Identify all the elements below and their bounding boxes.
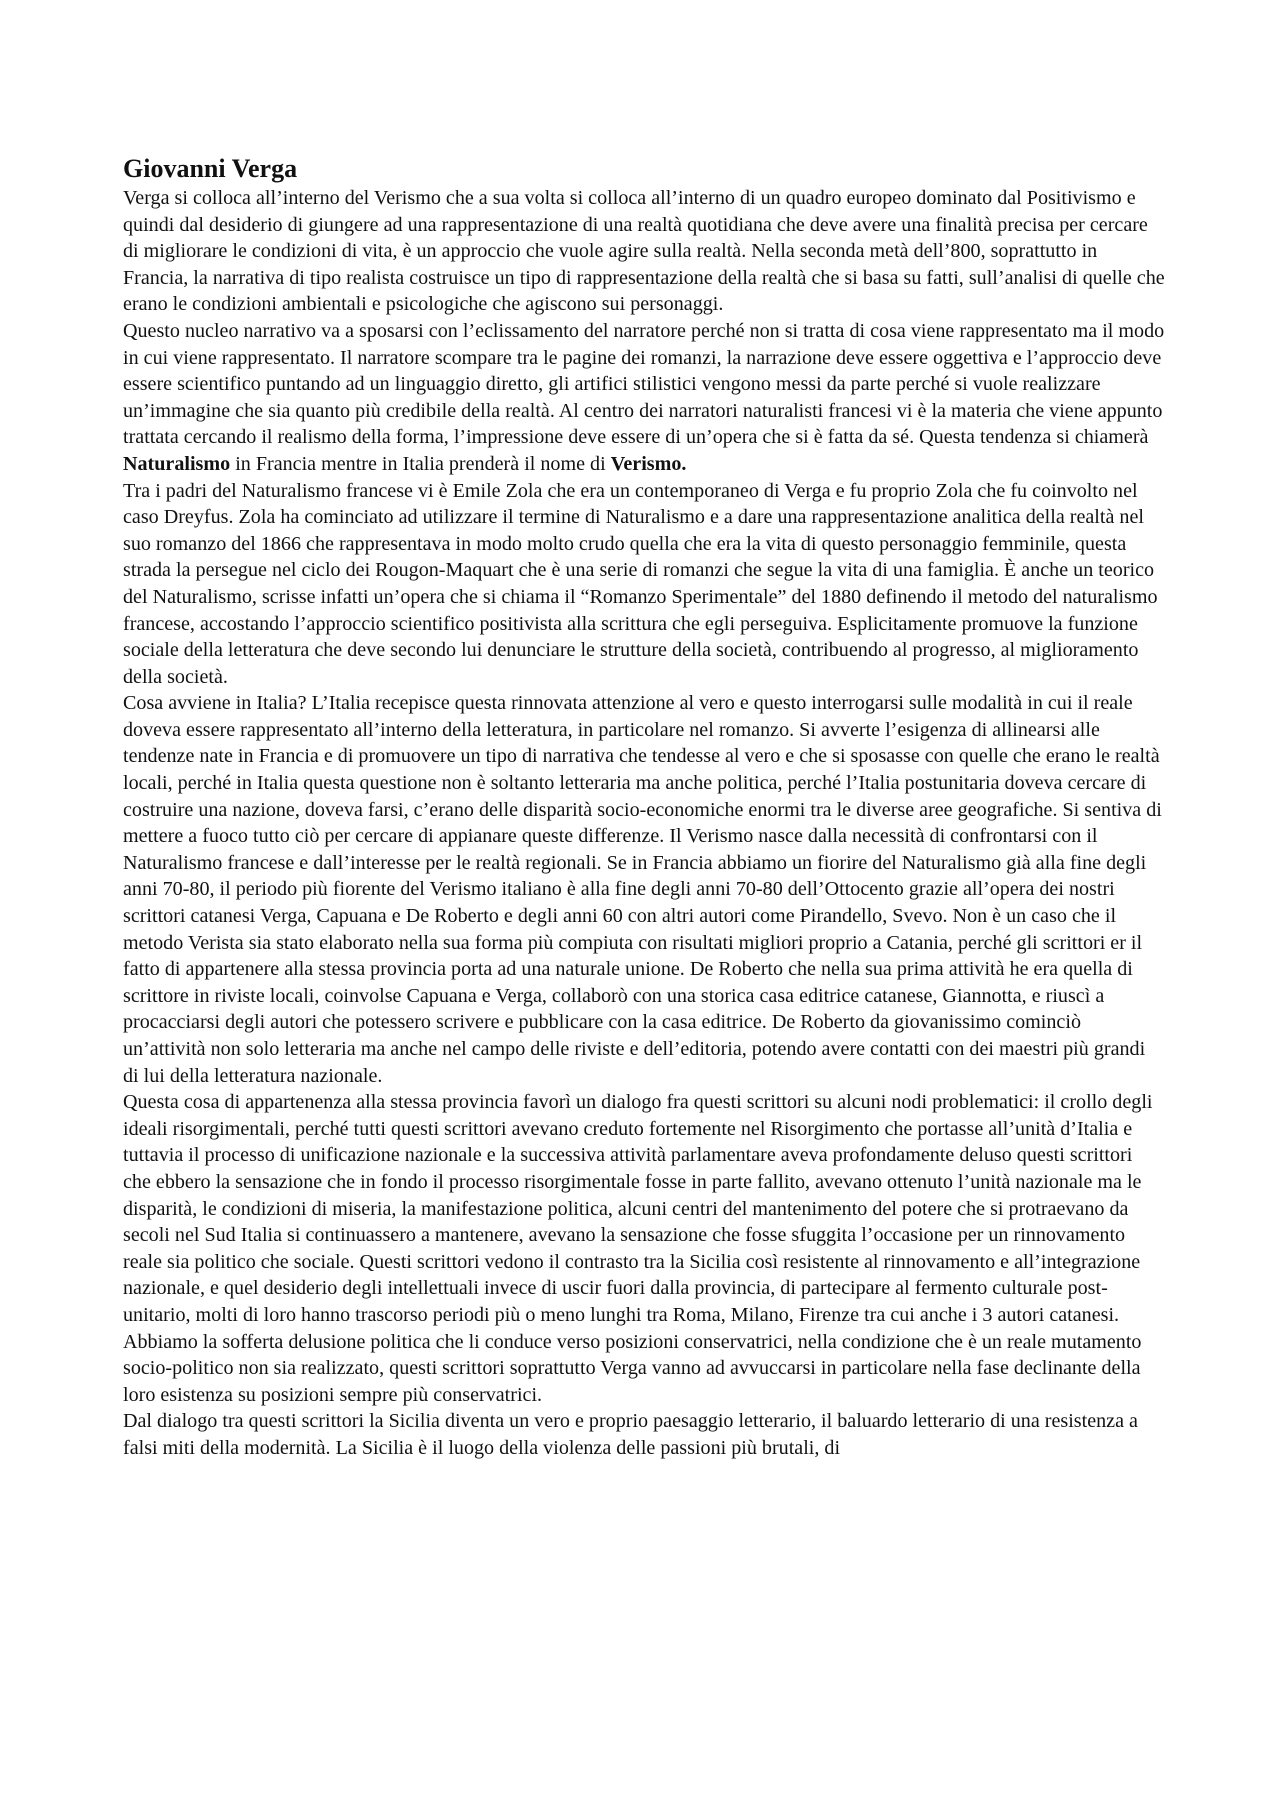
paragraph-eclissamento bbox=[123, 318, 1165, 478]
document-page bbox=[123, 153, 1165, 1462]
term-verismo: Verismo. bbox=[610, 452, 687, 475]
document-title: Giovanni Verga bbox=[123, 154, 298, 183]
paragraph-zola: Tra i padri del Naturalismo francese vi è Emile Zola che era un contemporaneo di Verga e fu proprio Zola che fu coinvolto nel caso Dreyfus. Zola ha cominciato ad utilizzare il termine di Naturalismo e a dare una rappresentazione analitica della realtà nel suo romanzo del 1866 che rappresentava in modo molto crudo quella che era la vita di questo personaggio femminile, questa strada la persegue nel ciclo dei Rougon-Maquart che è una serie di romanzi che segue la vita di una famiglia. È anche un teorico del Naturalismo, scrisse infatti un’opera che si chiama il “Romanzo Sperimentale” del 1880 definendo il metodo del naturalismo francese, accostando l’approccio scientifico positivista alla scrittura che egli perseguiva. Esplicitamente promuove la funzione sociale della letteratura che deve secondo lui denunciare le strutture della società, contribuendo al progresso, al miglioramento della società. bbox=[123, 479, 1158, 688]
paragraph-verismo-intro: Verga si colloca all’interno del Verismo che a sua volta si colloca all’interno di un quadro europeo dominato dal Positivismo e quindi dal desiderio di giungere ad una rappresentazione di una realtà quotidiana che deve avere una finalità precisa per cercare di migliorare le condizioni di vita, è un approccio che vuole agire sulla realtà. Nella seconda metà dell’800, soprattutto in Francia, la narrativa di tipo realista costruisce un tipo di rappresentazione della realtà che si basa su fatti, sull’analisi di quelle che erano le condizioni ambientali e psicologiche che agiscono sui personaggi. bbox=[123, 187, 1165, 316]
term-naturalismo: Naturalismo bbox=[123, 452, 231, 475]
paragraph-text: in Francia mentre in Italia prenderà il nome di bbox=[230, 452, 611, 475]
paragraph-italia: Cosa avviene in Italia? L’Italia recepisce questa rinnovata attenzione al vero e questo interrogarsi sulle modalità in cui il reale doveva essere rappresentato all’interno della letteratura, in particolare nel romanzo. Si avverte l’esigenza di allinearsi alle tendenze nate in Francia e di promuovere un tipo di narrativa che tendesse al vero e che si sposasse con quelle che erano le realtà locali, perché in Italia questa questione non è soltanto letteraria ma anche politica, perché l’Italia postunitaria doveva cercare di costruire una nazione, doveva farsi, c’erano delle disparità socio-economiche enormi tra le diverse aree geografiche. Si sentiva di mettere a fuoco tutto ciò per cercare di appianare queste differenze. Il Verismo nasce dalla necessità di confrontarsi con il Naturalismo francese e dall’interesse per le realtà regionali. Se in Francia abbiamo un fiorire del Naturalismo già alla fine degli anni 70-80, il periodo più fiorente del Verismo italiano è alla fine degli anni 70-80 dell’Ottocento grazie all’opera dei nostri scrittori catanesi Verga, Capuana e De Roberto e degli anni 60 con altri autori come Pirandello, Svevo. Non è un caso che il metodo Verista sia stato elaborato nella sua forma più compiuta con risultati migliori proprio a Catania, perché gli scrittori er il fatto di appartenere alla stessa provincia porta ad una naturale unione. De Roberto che nella sua prima attività he era quella di scrittore in riviste locali, coinvolse Capuana e Verga, collaborò con una storica casa editrice catanese, Giannotta, e riuscì a procacciarsi degli autori che potessero scrivere e pubblicare con la casa editrice. De Roberto da giovanissimo cominciò un’attività non solo letteraria ma anche nel campo delle riviste e dell’editoria, potendo avere contatti con dei maestri più grandi di lui della letteratura nazionale. bbox=[123, 692, 1162, 1087]
paragraph-text: Questo nucleo narrativo va a sposarsi con l’eclissamento del narratore perché non si tratta di cosa viene rappresentato ma il modo in cui viene rappresentato. Il narratore scompare tra le pagine dei romanzi, la narrazione deve essere oggettiva e l’approccio deve essere scientifico puntando ad un linguaggio diretto, gli artifici stilistici vengono messi da parte perché si vuole realizzare un’immagine che sia quanto più credibile della realtà. Al centro dei narratori naturalisti francesi vi è la materia che viene appunto trattata cercando il realismo della forma, l’impressione deve essere di un’opera che si è fatta da sé. Questa tendenza si chiamerà bbox=[123, 319, 1165, 449]
paragraph-appartenenza: Questa cosa di appartenenza alla stessa provincia favorì un dialogo fra questi scrittori su alcuni nodi problematici: il crollo degli ideali risorgimentali, perché tutti questi scrittori avevano creduto fortemente nel Risorgimento che portasse all’unità d’Italia e tuttavia il processo di unificazione nazionale e la successiva attività parlamentare aveva profondamente deluso questi scrittori che ebbero la sensazione che in fondo il processo risorgimentale fosse in parte fallito, avevano ottenuto l’unità nazionale ma le disparità, le condizioni di miseria, la manifestazione politica, alcuni centri del mantenimento del potere che si protraevano da secoli nel Sud Italia si continuassero a mantenere, avevano la sensazione che fosse sfuggita l’occasione per un rinnovamento reale sia politico che sociale. Questi scrittori vedono il contrasto tra la Sicilia così resistente al rinnovamento e all’integrazione nazionale, e quel desiderio degli intellettuali invece di uscir fuori dalla provincia, di partecipare al fermento culturale post-unitario, molti di loro hanno trascorso periodi più o meno lunghi tra Roma, Milano, Firenze tra cui anche i 3 autori catanesi. Abbiamo la sofferta delusione politica che li conduce verso posizioni conservatrici, nella condizione che è un reale mutamento socio-politico non sia realizzato, questi scrittori soprattutto Verga vanno ad avvuccarsi in particolare nella fase declinante della loro esistenza su posizioni sempre più conservatrici. bbox=[123, 1091, 1153, 1406]
paragraph-sicilia: Dal dialogo tra questi scrittori la Sicilia diventa un vero e proprio paesaggio letterario, il baluardo letterario di una resistenza a falsi miti della modernità. La Sicilia è il luogo della violenza delle passioni più brutali, di bbox=[123, 1410, 1138, 1459]
